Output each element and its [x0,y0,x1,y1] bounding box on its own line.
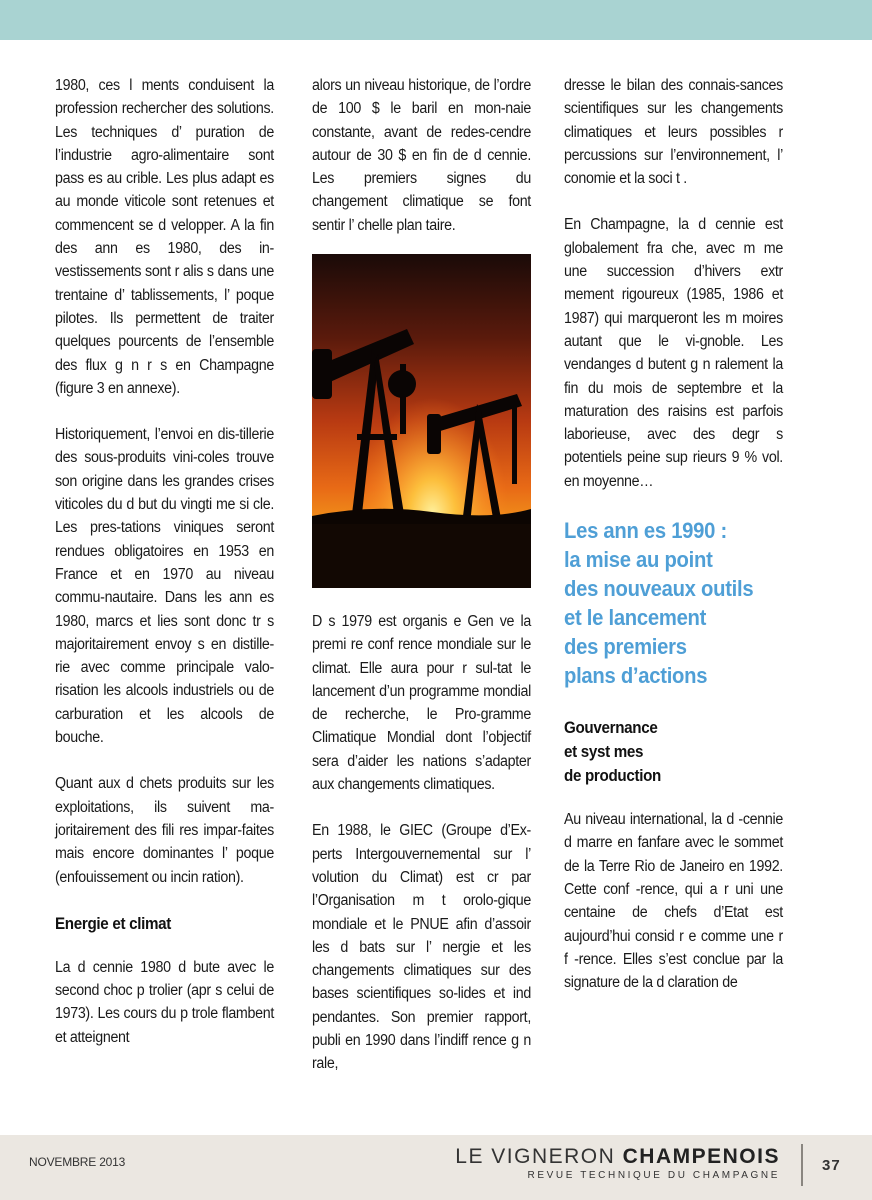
paragraph: 1980, ces l ments conduisent la profession rechercher des solutions. Les techniques d’ puration de l’industrie agro-alimentaire sont pass es au crible. Les plus adapt es au monde viticole sont retenues et commencent se d velopper. A la fin des ann es 1980, des in-vestissements sont r alis s dans une trentaine d’ tablissements, l’ poque pilotes. Ils permettent de traiter quelques pourcents de l’ensemble des flux g n r s en Champagne (figure 3 en annexe). [55,77,274,397]
section-title [564,516,783,690]
article-column-1 [55,74,274,1072]
subheading-gouvernance [564,716,783,788]
section-title-line: plans d’actions [564,663,708,689]
section-title-line: des premiers [564,634,687,660]
magazine-title [447,1145,780,1169]
paragraph: Quant aux d chets produits sur les exploitations, ils suivent ma-joritairement des fili res impar-faites mais encore dominantes l’ poque (enfouissement ou incin ration). [55,775,274,886]
paragraph: La d cennie 1980 d bute avec le second choc p trolier (apr s celui de 1973). Les cours du p trole flambent et atteignent [55,958,274,1046]
section-title-line: et le lancement [564,605,707,631]
paragraph: En 1988, le GIEC (Groupe d’Ex-perts Intergouvernemental sur l’ volution du Climat) est cr par l’Organisation m t orolo-gique mondiale et le PNUE afin d’assoir les d bats sur l’ nergie et les changements climatiques sur des bases scientifiques so-lides et ind pendantes. Son premier rapport, publi en 1990 dans l’indiff rence g n rale, [312,822,531,1073]
header-color-band [0,0,872,40]
article-column-2-top [312,74,531,260]
page-footer [0,1135,872,1200]
paragraph: dresse le bilan des connais-sances scientifiques sur les changements climatiques et leurs possibles r percussions sur l’environnement, l’ conomie et la soci t . [564,77,783,188]
subheading-line: de production [564,767,662,786]
page-number: 37 [822,1157,841,1174]
footer-divider [801,1144,803,1186]
magazine-title-light: LE VIGNERON [455,1145,623,1168]
section-title-line: Les ann es 1990 : [564,518,727,544]
paragraph: Au niveau international, la d -cennie d marre en fanfare avec le sommet de la Terre Rio de Janeiro en 1992. Cette conf -rence, qui a r uni une centaine de chefs d’Etat est aujourd’hui consid r e comme une r f -rence. Elles s’est conclue par la signature de la d claration de [564,811,783,992]
issue-date: NOVEMBRE 2013 [29,1155,126,1169]
magazine-tagline: REVUE TECHNIQUE DU CHAMPAGNE [527,1170,780,1181]
subheading-line: Gouvernance [564,719,658,738]
magazine-title-bold: CHAMPENOIS [622,1145,780,1168]
article-column-2-bottom [312,610,531,1099]
paragraph: Historiquement, l’envoi en dis-tillerie des sous-produits vini-coles trouve son origine dans les grandes crises viticoles du d but du vingti me si cle. Les pres-tations viniques seront rendues obligatoires en 1953 en France et en 1970 au niveau commu-nautaire. Dans les ann es 1980, marcs et lies sont donc tr s majoritairement envoy s en distille-rie avec comme principale valo-risation les alcools industriels ou de carburation et les alcools de bouche. [55,426,274,747]
paragraph: alors un niveau historique, de l’ordre de 100 $ le baril en mon-naie constante, avant de redes-cendre autour de 30 $ en fin de d cennie. Les premiers signes du changement climatique se font sentir l’ chelle plan taire. [312,77,531,234]
section-title-line: des nouveaux outils [564,576,754,602]
magazine-brand [447,1145,780,1183]
paragraph: D s 1979 est organis e Gen ve la premi re conf rence mondiale sur le climat. Elle aura pour r sul-tat le lancement d’un programme mondial de recherche, le Pro-gramme Climatique Mondial dont l’objectif sera d’aider les nations s’adapter aux changements climatiques. [312,613,531,794]
subheading-line: et syst mes [564,743,644,762]
oil-pumpjack-sunset-photo [312,254,531,588]
section-title-line: la mise au point [564,547,713,573]
article-column-3 [564,74,783,1017]
subheading-energie-climat: Energie et climat [55,914,172,933]
paragraph: En Champagne, la d cennie est globalement fra che, avec m me une succession d’hivers extr mement rigoureux (1985, 1986 et 1987) qui marqueront les m moires autant que le vi-gnoble. Les vendanges d butent g n ralement la fin du mois de septembre et la maturation des raisins est parfois laborieuse, avec des degr s potentiels peine sup rieurs 9 % vol. en moyenne… [564,216,783,490]
